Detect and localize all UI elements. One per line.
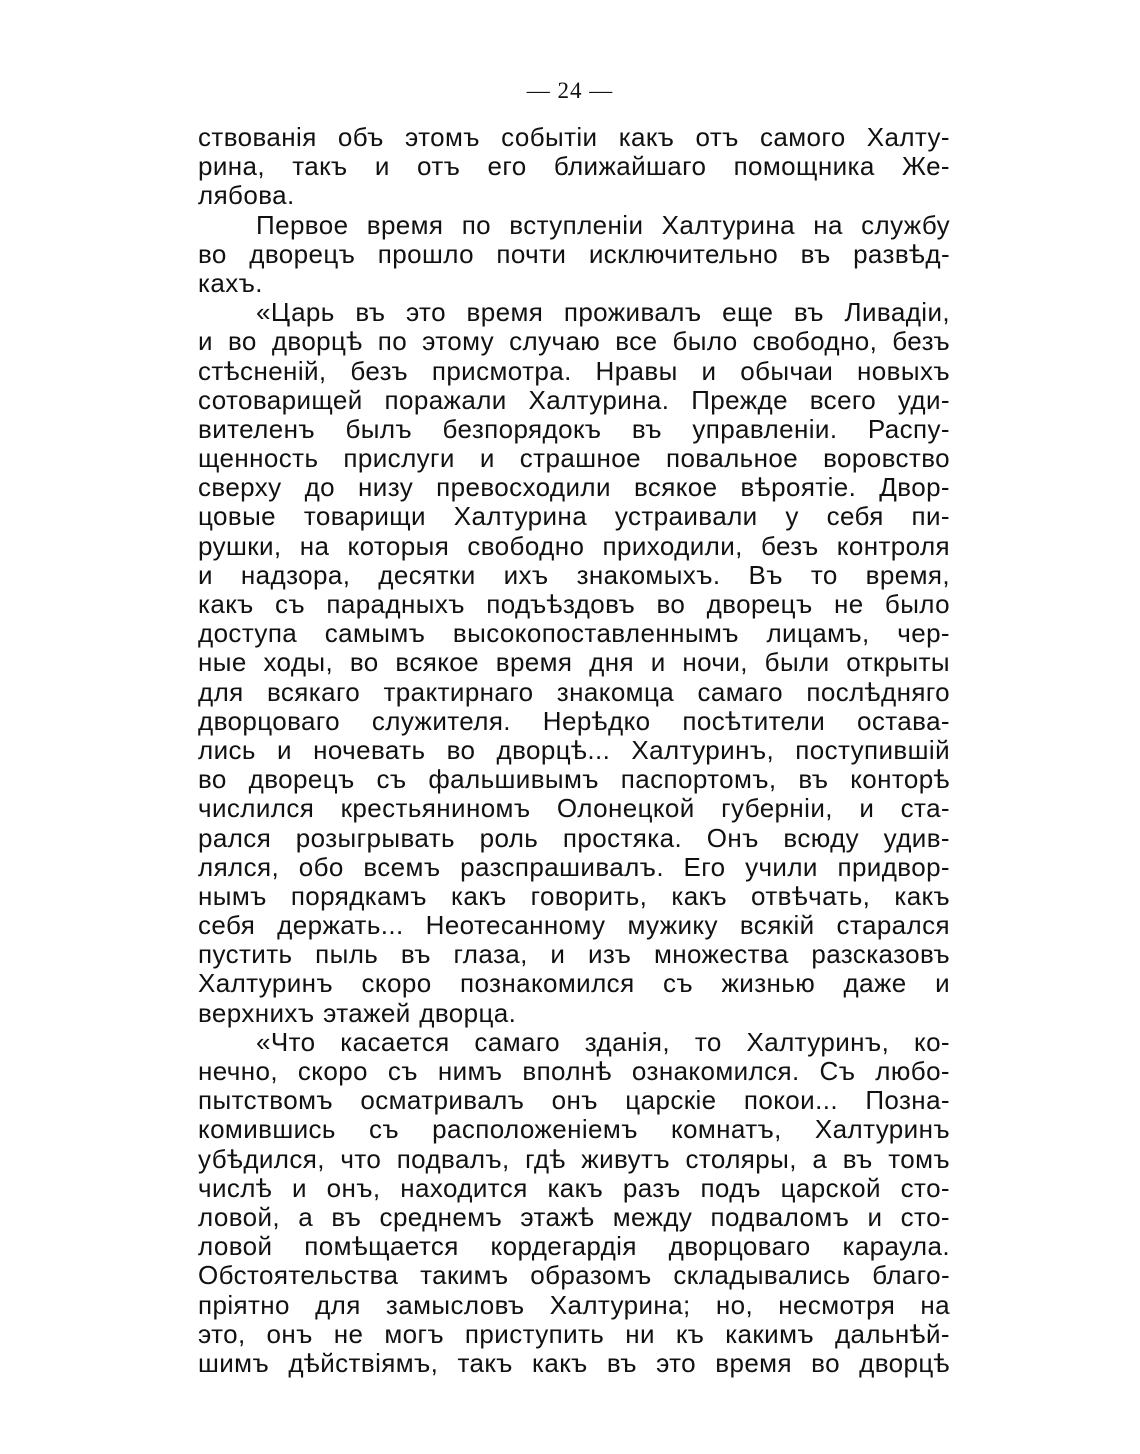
- text-line: себя держать... Неотесанному мужику всякій старался: [198, 910, 950, 941]
- text-line: ловой, а въ среднемъ этажѣ между подваломъ и сто-: [198, 1201, 950, 1232]
- text-line: Обстоятельства такимъ образомъ складывались благо-: [198, 1260, 950, 1291]
- text-line: нечно, скоро съ нимъ вполнѣ ознакомился. Съ любо-: [198, 1056, 950, 1086]
- text-line: лись и ночевать во дворцѣ... Халтуринъ, поступившій: [198, 734, 950, 765]
- text-line: пріятно для замысловъ Халтурина; но, несмотря на: [198, 1289, 950, 1320]
- text-line: лябова.: [198, 180, 295, 211]
- text-line: убѣдился, что подвалъ, гдѣ живутъ столяры, а въ томъ: [198, 1143, 950, 1174]
- text-line: для всякаго трактирнаго знакомца самаго послѣдняго: [198, 676, 950, 707]
- text-line: числѣ и онъ, находится какъ разъ подъ царской сто-: [198, 1172, 950, 1203]
- text-line: Халтуринъ скоро познакомился съ жизнью даже и: [198, 968, 950, 999]
- text-line: кахъ.: [198, 267, 263, 298]
- text-line: цовые товарищи Халтурина устраивали у себя пи-: [198, 501, 950, 532]
- text-line: щенность прислуги и страшное повальное воровство: [198, 443, 950, 474]
- page-number: — 24 —: [526, 78, 614, 103]
- paragraph: [198, 211, 950, 299]
- text-line: рина, такъ и отъ его ближайшаго помощника Же-: [198, 151, 950, 182]
- paragraph: [198, 1028, 950, 1378]
- text-line: во дворецъ съ фальшивымъ паспортомъ, въ конторѣ: [198, 764, 950, 795]
- text-line: ные ходы, во всякое время дня и ночи, были открыты: [198, 647, 950, 678]
- text-line: стѣсненій, безъ присмотра. Нравы и обычаи новыхъ: [198, 355, 950, 386]
- paragraph: [198, 298, 950, 1028]
- text-line: сотоварищей поражали Халтурина. Прежде всего уди-: [198, 384, 950, 415]
- text-line: это, онъ не могъ приступить ни къ какимъ дальнѣй-: [198, 1318, 950, 1349]
- text-line: дворцоваго служителя. Нерѣдко посѣтители остава-: [198, 705, 950, 736]
- text-line: шимъ дѣйствіямъ, такъ какъ въ это время во дворцѣ: [198, 1347, 950, 1378]
- text-line: какъ съ парадныхъ подъѣздовъ во дворецъ не было: [198, 589, 950, 619]
- text-line: числился крестьяниномъ Олонецкой губерніи, и ста-: [198, 793, 950, 824]
- text-line: вителенъ былъ безпорядокъ въ управленіи. Распу-: [198, 413, 950, 444]
- text-line: верхнихъ этажей дворца.: [198, 997, 517, 1028]
- text-line: сверху до низу превосходили всякое вѣроятіе. Двор-: [198, 472, 950, 503]
- text-line: доступа самымъ высокопоставленнымъ лицамъ, чер-: [198, 618, 950, 649]
- text-line: и во дворцѣ по этому случаю все было свободно, безъ: [198, 326, 950, 357]
- text-line: рушки, на которыя свободно приходили, безъ контроля: [198, 530, 950, 561]
- text-line: «Что касается самаго зданія, то Халтуринъ, ко-: [256, 1026, 950, 1057]
- text-column: [198, 123, 950, 1378]
- text-line: лялся, обо всемъ разспрашивалъ. Его учили придвор-: [198, 851, 950, 882]
- text-line: ствованія объ этомъ событіи какъ отъ самого Халту-: [198, 122, 950, 152]
- text-line: «Царь въ это время проживалъ еще въ Ливадіи,: [256, 297, 950, 328]
- text-line: пустить пыль въ глаза, и изъ множества разсказовъ: [198, 939, 950, 970]
- text-line: пытствомъ осматривалъ онъ царскіе покои... Позна-: [198, 1085, 950, 1116]
- text-line: комившись съ расположеніемъ комнатъ, Халтуринъ: [198, 1114, 950, 1145]
- text-line: Первое время по вступленіи Халтурина на службу: [256, 209, 950, 240]
- paragraph: [198, 123, 950, 211]
- text-line: и надзора, десятки ихъ знакомыхъ. Въ то время,: [198, 559, 950, 590]
- text-line: ловой помѣщается кордегардія дворцоваго караула.: [198, 1231, 950, 1262]
- text-line: рался розыгрывать роль простяка. Онъ всюду удив-: [198, 822, 950, 853]
- text-line: во дворецъ прошло почти исключительно въ развѣд-: [198, 238, 950, 269]
- text-line: нымъ порядкамъ какъ говорить, какъ отвѣчать, какъ: [198, 880, 950, 911]
